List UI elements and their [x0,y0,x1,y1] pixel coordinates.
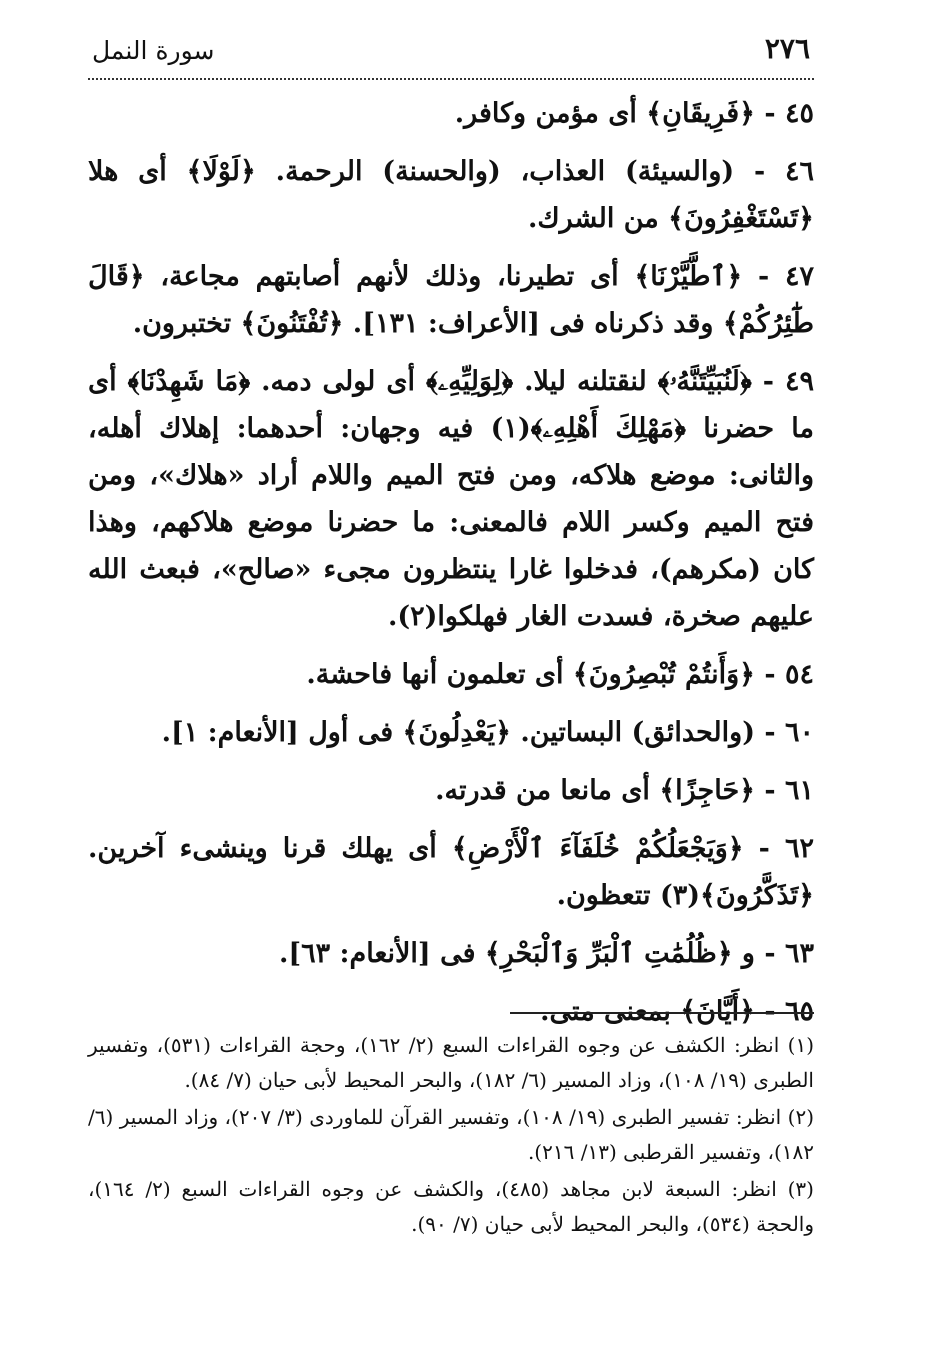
entry-verse-49: ٤٩ - ﴿لَنُبَيِّتَنَّهُۥ﴾ لنقتلنه ليلا. ﴿لِوَلِيِّهِۦ﴾ أى لولى دمه. ﴿مَا شَهِدْنَا﴾ أى ما حضرنا ﴿مَهْلِكَ أَهْلِهِۦ﴾(١) فيه وجهان: أحدهما: إهلاك أهله، والثانى: موضع هلاكه، ومن فتح الميم واللام أراد «هلاك»، ومن فتح الميم وكسر اللام فالمعنى: ما حضرنا موضع هلاكهم، وهذا كان (مكرهم)، فدخلوا غارا ينتظرون مجىء «صالح»، فبعث الله عليهم صخرة، فسدت الغار فهلكوا(٢). [88,366,814,632]
entry-verse-61: ٦١ - ﴿حَاجِزًا﴾ أى مانعا من قدرته. [435,775,814,806]
main-text [88,90,814,1046]
entry-verse-63: ٦٣ - و ﴿ظُلُمَٰتِ ٱلْبَرِّ وَٱلْبَحْرِ﴾ فى [الأنعام: ٦٣]. [278,938,814,969]
footnote-1: (١) انظر: الكشف عن وجوه القراءات السبع (٢/ ١٦٢)، وحجة القراءات (٥٣١)، وتفسير الطبرى (١٩/ ١٠٨)، وزاد المسير (٦/ ١٨٢)، والبحر المحيط لأبى حيان (٧/ ٨٤). [88,1033,814,1092]
entry-verse-45: ٤٥ - ﴿فَرِيقَانِ﴾ أى مؤمن وكافر. [454,98,814,129]
entry-verse-54: ٥٤ - ﴿وَأَنتُمْ تُبْصِرُونَ﴾ أى تعلمون أنها فاحشة. [306,659,814,690]
footnotes [88,1028,814,1244]
entry-verse-62: ٦٢ - ﴿وَيَجْعَلُكُمْ خُلَفَآءَ ٱلْأَرْضِ﴾ أى يهلك قرنا وينشىء آخرين. ﴿تَذَكَّرُونَ﴾(٣) تتعظون. [88,833,814,911]
entry-verse-65: ٦٥ - ﴿أَيَّانَ﴾ بمعنى متى. [540,996,814,1027]
footnote-divider [510,1012,814,1014]
footnote-2: (٢) انظر: تفسير الطبرى (١٩/ ١٠٨)، وتفسير القرآن للماوردى (٣/ ٢٠٧)، وزاد المسير (٦/ ١٨٢)، وتفسير القرطبى (١٣/ ٢١٦). [88,1105,815,1164]
surah-title: سورة النمل [92,36,215,65]
footnote-3: (٣) انظر: السبعة لابن مجاهد (٤٨٥)، والكشف عن وجوه القراءات السبع (٢/ ١٦٤)، والحجة (٥٣٤)، والبحر المحيط لأبى حيان (٧/ ٩٠). [88,1177,814,1236]
running-header [88,30,814,80]
entry-verse-60: ٦٠ - (والحدائق) البساتين. ﴿يَعْدِلُونَ﴾ فى أول [الأنعام: ١]. [161,717,814,748]
page-number: ٢٧٦ [764,32,810,65]
entry-verse-47: ٤٧ - ﴿ٱطَّيَّرْنَا﴾ أى تطيرنا، وذلك لأنهم أصابتهم مجاعة، ﴿قَالَ طَٰٓئِرُكُمْ﴾ وقد ذكرناه فى [الأعراف: ١٣١]. ﴿تُفْتَنُونَ﴾ تختبرون. [88,261,814,339]
entry-verse-46: ٤٦ - (والسيئة) العذاب، (والحسنة) الرحمة. ﴿لَوْلَا﴾ أى هلا ﴿تَسْتَغْفِرُونَ﴾ من الشرك. [88,156,814,234]
